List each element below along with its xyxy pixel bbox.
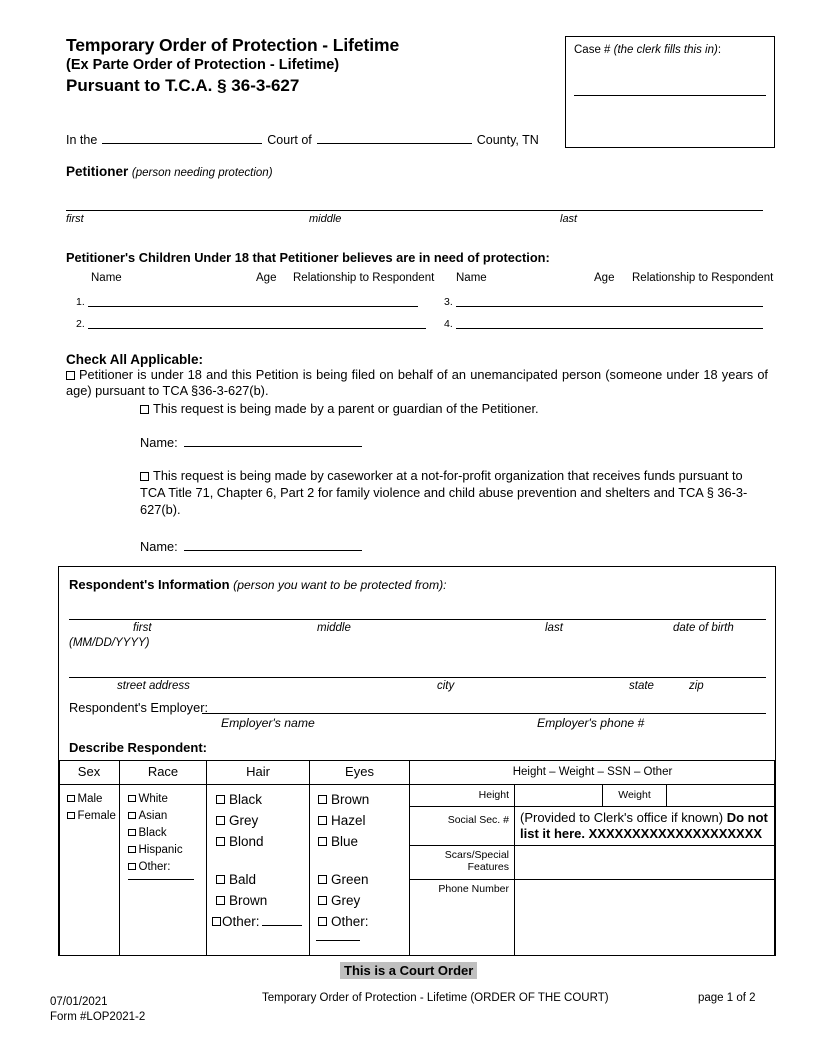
right-divider-1 bbox=[409, 806, 775, 807]
children-column-headers bbox=[66, 272, 776, 286]
right-label-col-sep bbox=[514, 784, 515, 956]
right-divider-2 bbox=[409, 845, 775, 846]
describe-respondent-heading: Describe Respondent: bbox=[69, 740, 207, 755]
label-sex-female: Female bbox=[77, 810, 116, 822]
page-subtitle: (Ex Parte Order of Protection - Lifetime) bbox=[66, 56, 340, 73]
weight-label-sep bbox=[666, 784, 667, 806]
in-the-label: In the bbox=[66, 133, 98, 147]
respondent-employer-labels bbox=[69, 716, 766, 730]
checkbox-icon-parent-guardian[interactable] bbox=[140, 405, 149, 414]
respondent-address-labels bbox=[69, 680, 766, 694]
court-order-banner: This is a Court Order bbox=[340, 962, 477, 979]
respondent-employer-label: Respondent's Employer: bbox=[69, 700, 209, 715]
checkbox-icon-race-hispanic[interactable] bbox=[128, 846, 136, 854]
respondent-address-input-line[interactable] bbox=[69, 677, 766, 678]
label-hair-bald: Bald bbox=[229, 872, 257, 887]
checkbox-icon-race-other[interactable] bbox=[128, 863, 136, 871]
children-col-name-left: Name bbox=[91, 272, 122, 284]
right-divider-3 bbox=[409, 879, 775, 880]
child-row-number-3: 3. bbox=[444, 296, 453, 308]
respondent-employer-input-line[interactable] bbox=[202, 713, 766, 714]
label-race-black: Black bbox=[138, 827, 167, 839]
table-header-hair: Hair bbox=[246, 764, 270, 779]
label-height: Height bbox=[478, 789, 509, 801]
respondent-label: Respondent's Information bbox=[69, 577, 230, 592]
checkbox-race-white[interactable] bbox=[128, 791, 168, 808]
child-row-number-1: 1. bbox=[76, 296, 85, 308]
respondent-heading bbox=[69, 577, 447, 592]
label-hair-blond: Blond bbox=[229, 834, 264, 849]
petitioner-heading bbox=[66, 164, 273, 179]
county-tn-label: County, TN bbox=[476, 133, 539, 147]
name-input-line-2[interactable] bbox=[184, 538, 362, 551]
label-scars-line1: Scars/Special bbox=[444, 849, 509, 861]
employer-phone-label: Employer's phone # bbox=[537, 716, 645, 730]
label-eyes-other: Other: bbox=[331, 914, 369, 929]
footer-page-number: page 1 of 2 bbox=[698, 992, 756, 1004]
ssn-notice-bold: Do not list it here. XXXXXXXXXXXXXXXXXXXX bbox=[520, 810, 768, 841]
checkbox-hair-brown[interactable] bbox=[216, 891, 267, 912]
respondent-first-label: first bbox=[133, 622, 152, 634]
checkbox-sex-female[interactable] bbox=[67, 808, 116, 825]
checkbox-eyes-green[interactable] bbox=[318, 870, 369, 891]
checkbox-item-caseworker[interactable] bbox=[140, 468, 768, 519]
label-eyes-hazel: Hazel bbox=[331, 813, 366, 828]
respondent-city-label: city bbox=[437, 680, 455, 692]
label-sex-male: Male bbox=[77, 793, 103, 805]
name-label-2: Name: bbox=[140, 539, 178, 554]
checkbox-item-parent-guardian[interactable] bbox=[140, 401, 760, 417]
respondent-note: (person you want to be protected from): bbox=[233, 578, 447, 592]
label-hair-other: Other: bbox=[222, 914, 260, 929]
case-number-text: Case # bbox=[574, 44, 614, 56]
checkbox-sex-male[interactable] bbox=[67, 791, 102, 808]
checkbox-icon-eyes-other[interactable] bbox=[318, 917, 327, 926]
child-input-line-4[interactable] bbox=[456, 328, 763, 329]
child-row-number-4: 4. bbox=[444, 318, 453, 330]
checkbox-icon-caseworker[interactable] bbox=[140, 472, 149, 481]
checkbox-hair-grey[interactable] bbox=[216, 811, 258, 832]
case-number-input-line[interactable] bbox=[574, 95, 766, 96]
checkbox-label-caseworker: This request is being made by caseworker at a not-for-profit organization that receives funds pursuant to TCA Title 71, Chapter 6, Part 2 for family violence and child abuse prevention and shelters and TCA § 36-3-627(b). bbox=[140, 468, 748, 517]
checkbox-eyes-hazel[interactable] bbox=[318, 811, 366, 832]
checkbox-icon-eyes-blue[interactable] bbox=[318, 837, 327, 846]
table-header-divider-top bbox=[59, 760, 775, 761]
case-number-hint: (the clerk fills this in) bbox=[613, 44, 718, 56]
child-input-line-1[interactable] bbox=[88, 306, 418, 307]
checkbox-eyes-grey[interactable] bbox=[318, 891, 360, 912]
checkbox-icon-under-18[interactable] bbox=[66, 371, 75, 380]
checkbox-eyes-other[interactable] bbox=[318, 912, 369, 933]
court-name-input-line[interactable] bbox=[102, 131, 262, 144]
label-scars-line2: Features bbox=[467, 861, 509, 873]
children-heading: Petitioner's Children Under 18 that Petitioner believes are in need of protection: bbox=[66, 250, 550, 265]
label-hair-black: Black bbox=[229, 792, 263, 807]
eyes-other-input-line[interactable] bbox=[316, 940, 360, 941]
phone-input-cell[interactable] bbox=[516, 881, 772, 953]
name-label-1: Name: bbox=[140, 435, 178, 450]
checkbox-race-other[interactable] bbox=[128, 859, 170, 876]
checkbox-icon-hair-blond[interactable] bbox=[216, 837, 225, 846]
child-row-number-2: 2. bbox=[76, 318, 85, 330]
label-hair-grey: Grey bbox=[229, 813, 259, 828]
label-race-other: Other: bbox=[138, 861, 171, 873]
child-input-line-3[interactable] bbox=[456, 306, 763, 307]
ssn-notice bbox=[520, 810, 772, 842]
name-input-line-1[interactable] bbox=[184, 434, 362, 447]
petitioner-note: (person needing protection) bbox=[131, 167, 273, 179]
respondent-information-box bbox=[58, 566, 776, 956]
checkbox-icon-hair-other[interactable] bbox=[212, 917, 221, 926]
table-col-sep-sex-race bbox=[119, 760, 120, 956]
petitioner-name-input-line[interactable] bbox=[66, 210, 763, 211]
respondent-state-label: state bbox=[629, 680, 654, 692]
checkbox-hair-other[interactable] bbox=[212, 912, 302, 933]
checkbox-icon-hair-brown[interactable] bbox=[216, 896, 225, 905]
checkbox-icon-hair-black[interactable] bbox=[216, 795, 225, 804]
children-col-age-left: Age bbox=[256, 272, 277, 284]
petitioner-first-label: first bbox=[66, 213, 84, 225]
petitioner-last-label: last bbox=[560, 213, 578, 225]
children-col-name-right: Name bbox=[456, 272, 487, 284]
children-col-age-right: Age bbox=[594, 272, 615, 284]
weight-input-cell[interactable] bbox=[668, 785, 773, 805]
label-race-hispanic: Hispanic bbox=[138, 844, 183, 856]
case-number-colon: : bbox=[717, 44, 722, 56]
checkbox-icon-eyes-grey[interactable] bbox=[318, 896, 327, 905]
name-field-caseworker bbox=[140, 538, 362, 554]
label-race-asian: Asian bbox=[138, 810, 168, 822]
footer-center-text: Temporary Order of Protection - Lifetime (ORDER OF THE COURT) bbox=[262, 992, 609, 1004]
respondent-middle-label: middle bbox=[317, 622, 351, 634]
checkbox-icon-hair-bald[interactable] bbox=[216, 875, 225, 884]
checkbox-icon-race-black[interactable] bbox=[128, 829, 136, 837]
table-header-other: Height – Weight – SSN – Other bbox=[512, 766, 673, 778]
checkbox-hair-bald[interactable] bbox=[216, 870, 256, 891]
label-ssn: Social Sec. # bbox=[447, 814, 509, 826]
scars-input-cell[interactable] bbox=[516, 847, 772, 877]
ssn-notice-normal: (Provided to Clerk's office if known) bbox=[520, 810, 727, 825]
table-header-race: Race bbox=[147, 764, 179, 779]
child-input-line-2[interactable] bbox=[88, 328, 426, 329]
respondent-dob-format-hint: (MM/DD/YYYY) bbox=[69, 637, 150, 649]
respondent-name-labels bbox=[69, 622, 766, 636]
document-title-block bbox=[66, 36, 546, 96]
checkbox-race-black[interactable] bbox=[128, 825, 167, 842]
check-all-applicable-heading: Check All Applicable: bbox=[66, 352, 204, 367]
checkbox-icon-eyes-green[interactable] bbox=[318, 875, 327, 884]
label-eyes-green: Green bbox=[331, 872, 369, 887]
label-weight: Weight bbox=[618, 789, 651, 801]
case-number-box bbox=[565, 36, 775, 148]
label-race-white: White bbox=[138, 793, 168, 805]
checkbox-icon-hair-grey[interactable] bbox=[216, 816, 225, 825]
race-other-input-line[interactable] bbox=[128, 879, 194, 880]
checkbox-icon-sex-female[interactable] bbox=[67, 812, 75, 820]
respondent-dob-label: date of birth bbox=[673, 622, 734, 634]
table-header-sex: Sex bbox=[77, 764, 101, 779]
page-title: Temporary Order of Protection - Lifetime bbox=[66, 35, 400, 55]
respondent-last-label: last bbox=[545, 622, 563, 634]
employer-name-label: Employer's name bbox=[221, 716, 315, 730]
footer-form-info bbox=[50, 995, 145, 1024]
statute-reference: Pursuant to T.C.A. § 36-3-627 bbox=[66, 75, 300, 95]
table-col-sep-hair-eyes bbox=[309, 760, 310, 956]
label-eyes-brown: Brown bbox=[331, 792, 370, 807]
respondent-street-label: street address bbox=[117, 680, 190, 692]
checkbox-hair-blond[interactable] bbox=[216, 832, 264, 853]
checkbox-item-under-18[interactable] bbox=[66, 367, 768, 400]
label-hair-brown: Brown bbox=[229, 893, 268, 908]
case-number-label bbox=[574, 44, 721, 56]
footer-form-number: Form #LOP2021-2 bbox=[50, 1010, 146, 1023]
court-line bbox=[66, 131, 539, 147]
checkbox-icon-sex-male[interactable] bbox=[67, 795, 75, 803]
checkbox-icon-race-asian[interactable] bbox=[128, 812, 136, 820]
table-header-eyes: Eyes bbox=[345, 764, 374, 779]
table-col-sep-race-hair bbox=[206, 760, 207, 956]
height-value-sep bbox=[602, 784, 603, 806]
petitioner-label: Petitioner bbox=[66, 164, 129, 179]
checkbox-icon-eyes-hazel[interactable] bbox=[318, 816, 327, 825]
checkbox-eyes-brown[interactable] bbox=[318, 790, 369, 811]
checkbox-label-under-18: Petitioner is under 18 and this Petition is being filed on behalf of an unemancipated person (someone under 18 years of age) pursuant to TCA §36-3-627(b). bbox=[66, 367, 768, 399]
children-col-relationship-left: Relationship to Respondent bbox=[293, 272, 435, 284]
checkbox-race-hispanic[interactable] bbox=[128, 842, 183, 859]
name-field-parent-guardian bbox=[140, 434, 362, 450]
checkbox-icon-eyes-brown[interactable] bbox=[318, 795, 327, 804]
checkbox-eyes-blue[interactable] bbox=[318, 832, 358, 853]
checkbox-race-asian[interactable] bbox=[128, 808, 167, 825]
respondent-name-input-line[interactable] bbox=[69, 619, 766, 620]
checkbox-hair-black[interactable] bbox=[216, 790, 262, 811]
describe-respondent-table bbox=[59, 760, 775, 956]
checkbox-icon-race-white[interactable] bbox=[128, 795, 136, 803]
children-col-relationship-right: Relationship to Respondent bbox=[632, 272, 774, 284]
footer-date: 07/01/2021 bbox=[50, 996, 108, 1008]
respondent-zip-label: zip bbox=[689, 680, 704, 692]
label-eyes-blue: Blue bbox=[331, 834, 359, 849]
petitioner-middle-label: middle bbox=[309, 213, 342, 225]
hair-other-input-line[interactable] bbox=[262, 915, 302, 926]
table-col-sep-eyes-other bbox=[409, 760, 410, 956]
height-input-cell[interactable] bbox=[516, 785, 601, 805]
label-eyes-grey: Grey bbox=[331, 893, 361, 908]
checkbox-label-parent-guardian: This request is being made by a parent or guardian of the Petitioner. bbox=[153, 401, 539, 416]
court-of-label: Court of bbox=[267, 133, 312, 147]
county-input-line[interactable] bbox=[317, 131, 472, 144]
label-phone-number: Phone Number bbox=[438, 883, 509, 895]
